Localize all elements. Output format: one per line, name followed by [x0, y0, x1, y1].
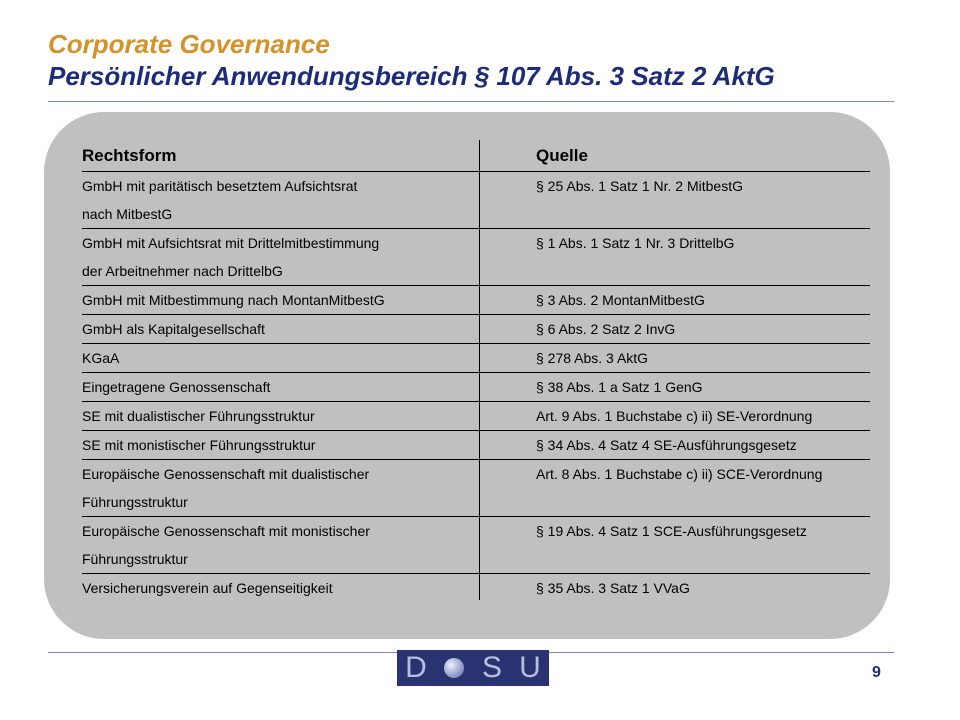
rechtsform-cell [82, 373, 522, 401]
rechtsform-line: GmbH mit Mitbestimmung nach MontanMitbestG [82, 292, 385, 308]
rechtsform-cell [82, 315, 522, 343]
table-row [82, 430, 870, 459]
table-row [82, 171, 870, 228]
quelle-cell: § 25 Abs. 1 Satz 1 Nr. 2 MitbestG [536, 178, 743, 194]
rechtsform-line: Eingetragene Genossenschaft [82, 379, 271, 395]
quelle-cell: § 38 Abs. 1 a Satz 1 GenG [536, 379, 703, 395]
rechtsform-line: SE mit dualistischer Führungsstruktur [82, 408, 315, 424]
rechtsform-line: SE mit monistischer Führungsstruktur [82, 437, 316, 453]
quelle-cell: § 278 Abs. 3 AktG [536, 350, 649, 366]
table-row [82, 516, 870, 573]
rechtsform-cell [82, 229, 522, 285]
rechtsform-cell [82, 431, 522, 459]
rechtsform-cell [82, 286, 522, 314]
column-header-quelle: Quelle [536, 146, 588, 165]
rechtsform-line: GmbH mit Aufsichtsrat mit Drittelmitbestimmung [82, 235, 380, 251]
slide-subtitle: Persönlicher Anwendungsbereich § 107 Abs. 3 Satz 2 AktG [48, 61, 775, 91]
quelle-cell: Art. 8 Abs. 1 Buchstabe c) ii) SCE-Verordnung [536, 466, 823, 482]
rechtsform-cell [82, 344, 522, 372]
table-row [82, 343, 870, 372]
slide-title: Corporate Governance [48, 29, 330, 59]
rechtsform-cell [82, 402, 522, 430]
rechtsform-line: nach MitbestG [82, 206, 173, 222]
rechtsform-line: Führungsstruktur [82, 494, 188, 510]
table-row [82, 573, 870, 602]
top-divider [48, 101, 894, 102]
rechtsform-cell [82, 172, 522, 228]
logo-dot-box [435, 650, 473, 686]
rechtsform-line: Führungsstruktur [82, 551, 188, 567]
table-row [82, 314, 870, 343]
quelle-cell: Art. 9 Abs. 1 Buchstabe c) ii) SE-Verordnung [536, 408, 813, 424]
rechtsform-line: Europäische Genossenschaft mit dualistischer [82, 466, 370, 482]
rechtsform-cell [82, 517, 522, 573]
table-row [82, 372, 870, 401]
rechtsform-line: der Arbeitnehmer nach DrittelbG [82, 263, 283, 279]
rechtsform-line: GmbH als Kapitalgesellschaft [82, 321, 265, 337]
page-number: 9 [872, 664, 881, 681]
title-block [48, 28, 775, 92]
quelle-cell: § 34 Abs. 4 Satz 4 SE-Ausführungsgesetz [536, 437, 797, 453]
logo-letter-u: U [511, 650, 549, 686]
quelle-cell: § 6 Abs. 2 Satz 2 InvG [536, 321, 676, 337]
logo-letter-d: D [397, 650, 435, 686]
rechtsform-cell [82, 460, 522, 516]
rechtsform-line: GmbH mit paritätisch besetztem Aufsichtsrat [82, 178, 358, 194]
dosu-logo [397, 650, 549, 686]
table-row [82, 459, 870, 516]
legal-form-table [82, 171, 870, 602]
rechtsform-line: Europäische Genossenschaft mit monistischer [82, 523, 370, 539]
quelle-cell: § 35 Abs. 3 Satz 1 VVaG [536, 580, 690, 596]
rechtsform-line: KGaA [82, 350, 120, 366]
rechtsform-cell [82, 574, 522, 602]
table-row [82, 228, 870, 285]
quelle-cell: § 19 Abs. 4 Satz 1 SCE-Ausführungsgesetz [536, 523, 807, 539]
logo-letter-s: S [473, 650, 511, 686]
table-row [82, 401, 870, 430]
column-header-rechtsform: Rechtsform [82, 146, 177, 165]
table-row [82, 285, 870, 314]
rechtsform-line: Versicherungsverein auf Gegenseitigkeit [82, 580, 333, 596]
quelle-cell: § 1 Abs. 1 Satz 1 Nr. 3 DrittelbG [536, 235, 735, 251]
logo-sphere-icon [444, 658, 464, 678]
quelle-cell: § 3 Abs. 2 MontanMitbestG [536, 292, 705, 308]
